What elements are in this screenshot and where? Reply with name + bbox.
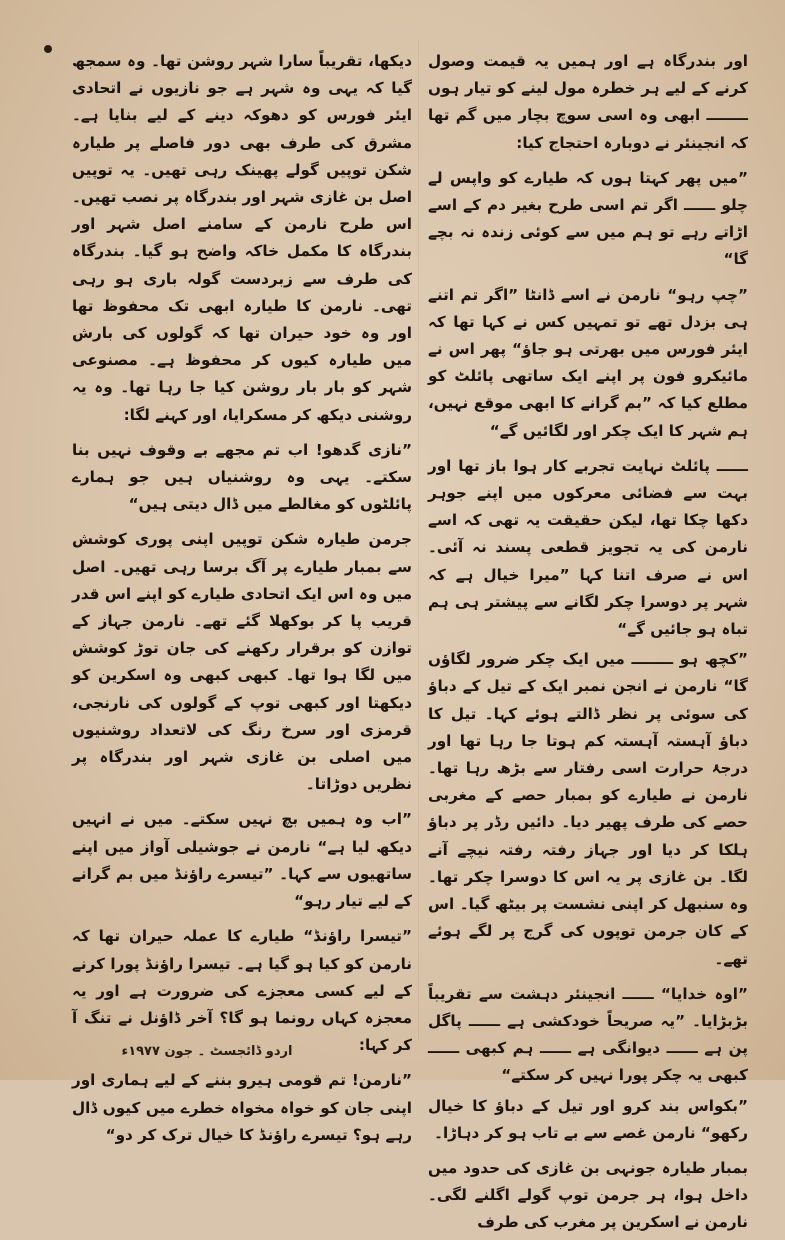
paragraph: ”تیسرا راؤنڈ“ طیارے کا عملہ حیران تھا کہ نارمن کو کیا ہو گیا ہے۔ تیسرا راؤنڈ پورا کرنے کے لیے کسی معجزے کی ضرورت ہے اور یہ معجزہ کہاں رونما ہو گا؟ آخر ڈاؤنل نے تنگ آ کر کہا: <box>72 927 412 1055</box>
column-divider <box>418 40 419 1040</box>
paragraph: ”اوہ خدایا“ ــــــ انجینئر دہشت سے تقریباً بڑبڑایا۔ ”یہ صریحاً خودکشی ہے ــــــ پاگل پن ہے ــــــ دیوانگی ہے ــــــ ہم کبھی ــــــ کبھی یہ چکر پورا نہیں کر سکتے“ <box>428 984 748 1085</box>
paragraph: اور بندرگاہ ہے اور ہمیں یہ قیمت وصول کرنے کے لیے ہر خطرہ مول لینے کو تیار ہوں ــــــــ ابھی وہ اسی سوچ بچار میں گم تھا کہ انجینئر نے دوبارہ احتجاج کیا: <box>428 52 748 152</box>
binding-hole <box>44 45 52 53</box>
paragraph: ”چپ رہو“ نارمن نے اسے ڈانٹا ”اگر تم اتنے ہی بزدل تھے تو تمہیں کس نے کہا تھا کہ ایئر فورس میں بھرتی ہو جاؤ“ پھر اس نے مائیکرو فون پر اپنے ایک ساتھی پائلٹ کو مطلع کیا کہ ”بم گرانے کا ابھی موقع نہیں، ہم شہر کا ایک چکر اور لگائیں گے“ <box>428 285 748 440</box>
paragraph: بمبار طیارہ جونہی بن غازی کی حدود میں داخل ہوا، ہر جرمن توپ گولے اگلنے لگی۔ نارمن نے اسکرین پر مغرب کی طرف <box>428 1158 748 1232</box>
page-footer: اردو ڈائجسٹ ۔ جون ۱۹۷۷ء <box>121 1044 293 1059</box>
paragraph: جرمن طیارہ شکن توپیں اپنی پوری کوشش سے بمبار طیارے پر آگ برسا رہی تھیں۔ اصل میں وہ اس ایک اتحادی طیارے کو اپنے اس قدر قریب پا کر بوکھلا گئے تھے۔ نارمن جہاز کے توازن کو برقرار رکھنے کی جان توڑ کوشش میں لگا ہوا تھا۔ کبھی کبھی وہ اسکرین کو دیکھتا اور کبھی توپ کے گولوں کی نارنجی، قرمزی اور سرخ رنگ کی لاتعداد روشنیوں میں اصلی بن غازی شہر اور بندرگاہ پر نظریں دوڑاتا۔ <box>72 530 412 794</box>
paragraph: ”کچھ ہو ــــــــ میں ایک چکر ضرور لگاؤں گا“ نارمن نے انجن نمبر ایک کے تیل کے دباؤ کی سوئی پر نظر ڈالتے ہوئے کہا۔ تیل کا دباؤ آہستہ آہستہ کم ہوتا جا رہا تھا اور درجۂ حرارت اسی رفتار سے بڑھ رہا تھا۔ نارمن نے طیارے کو بمبار حصے کے مغربی حصے کی طرف پھیر دیا۔ دائیں رڈر پر دباؤ ہلکا کر دیا اور جہاز رفتہ رفتہ نیچے آنے لگا۔ بن غازی پر یہ اس کا دوسرا چکر تھا۔ وہ سنبھل کر اپنی نشست پر بیٹھ گیا۔ اس کے کان جرمن توپوں کی گرج پر لگے ہوئے تھے۔ <box>428 650 748 968</box>
left-column <box>72 48 412 1152</box>
right-column <box>428 48 748 1240</box>
paragraph: ”نارمن! تم قومی ہیرو بننے کے لیے ہماری اور اپنی جان کو خواہ مخواہ خطرے میں کیوں ڈال رہے ہو؟ تیسرے راؤنڈ کا خیال ترک کر دو“ <box>72 1071 412 1144</box>
paragraph: ــــــ پائلٹ نہایت تجربے کار ہوا باز تھا اور بہت سے فضائی معرکوں میں اپنے جوہر دکھا چکا تھا، لیکن حقیقت یہ تھی کہ اسے نارمن کی یہ تجویز قطعی پسند نہ آئی۔ اس نے صرف اتنا کہا ”میرا خیال ہے کہ شہر پر دوسرا چکر لگانے سے پیشتر ہی ہم تباہ ہو جائیں گے“ <box>428 456 748 639</box>
paragraph: ”میں پھر کہتا ہوں کہ طیارے کو واپس لے چلو ــــــ اگر تم اسی طرح بغیر دم کے اسے اڑاتے رہے تو ہم میں سے کوئی زندہ نہ بچے گا“ <box>428 168 748 269</box>
paragraph: ”بکواس بند کرو اور تیل کے دباؤ کا خیال رکھو“ نارمن غصے سے بے تاب ہو کر دہاڑا۔ <box>428 1096 748 1142</box>
paragraph: دیکھا، تقریباً سارا شہر روشن تھا۔ وہ سمجھ گیا کہ یہی وہ شہر ہے جو نازیوں نے اتحادی ایئر فورس کو دھوکہ دینے کے لیے بنایا ہے۔ مشرق کی طرف بھی دور فاصلے پر طیارہ شکن توپیں گولے پھینک رہی تھیں۔ یہ توپیں اصل بن غازی شہر اور بندرگاہ پر نصب تھیں۔ اس طرح نارمن کے سامنے اصل شہر اور بندرگاہ کا مکمل خاکہ واضح ہو گیا۔ بندرگاہ کی طرف سے زبردست گولہ باری ہو رہی تھی۔ نارمن کا طیارہ ابھی تک محفوظ تھا اور وہ خود حیران تھا کہ گولوں کی بارش میں طیارہ کیوں کر محفوظ ہے۔ مصنوعی شہر کو بار بار روشن کیا جا رہا تھا۔ وہ یہ روشنی دیکھ کر مسکرایا، اور کہنے لگا: <box>72 52 412 424</box>
paragraph: ”اب وہ ہمیں بچ نہیں سکتے۔ میں نے انہیں دیکھ لیا ہے“ نارمن نے جوشیلی آواز میں اپنے ساتھیوں سے کہا۔ ”تیسرے راؤنڈ میں بم گرانے کے لیے تیار رہو“ <box>72 810 412 911</box>
paragraph: ”نازی گدھو! اب تم مجھے بے وقوف نہیں بنا سکتے۔ یہی وہ روشنیاں ہیں جو ہمارے پائلٹوں کو مغالطے میں ڈال دیتی ہیں“ <box>72 440 412 514</box>
